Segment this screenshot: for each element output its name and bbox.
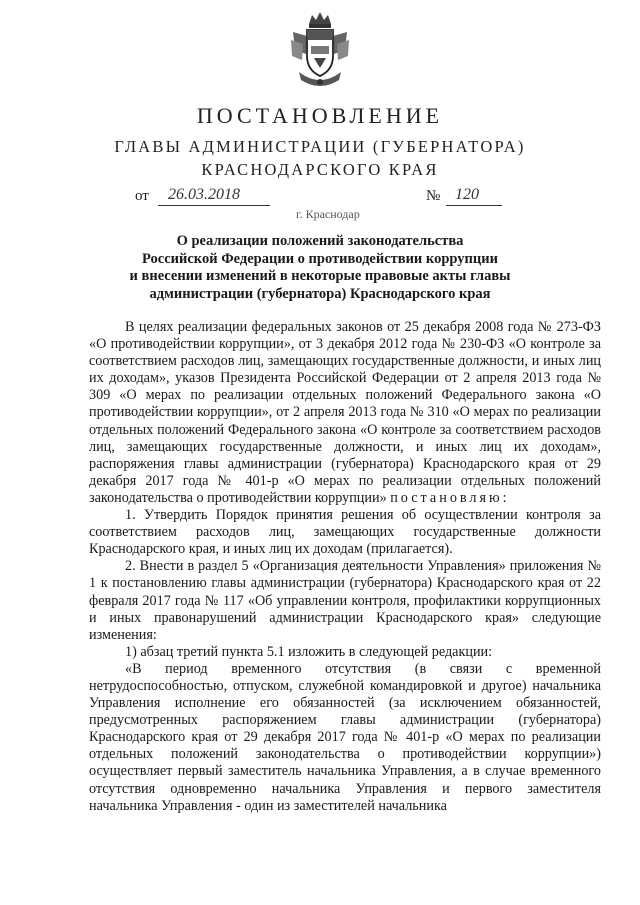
number-label: №: [426, 188, 441, 204]
title-line-3: и внесении изменений в некоторые правовые акты главы: [129, 268, 511, 284]
date-underline: [158, 205, 270, 206]
document-body: [89, 319, 601, 815]
resolve-word: постановляю:: [390, 489, 510, 506]
document-date: 26.03.2018: [168, 186, 240, 203]
title-line-2: Российской Федерации о противодействии коррупции: [142, 250, 498, 267]
coat-of-arms-icon: [289, 10, 351, 90]
paragraph-2-item-1: 1) абзац третий пункта 5.1 изложить в следующей редакции:: [125, 643, 493, 660]
paragraph-quoted-text: «В период временного отсутствия (в связи с временной нетрудоспособностью, отпуском, служебной командировкой и другое) начальника Управления исполнение его обязанностей (за исключением обязанностей, предусмотренных распоряжением главы администрации (губернатора) Краснодарского края от 29 декабря 2017 года № 401-р «О мерах по реализации отдельных положений законодательства о противодействии коррупции») осуществляет первый заместитель начальника Управления, а в случае временного отсутствия одновременно начальника Управления и первого заместителя начальника Управления - один из заместителей начальника: [89, 660, 601, 814]
issuer-line-2: КРАСНОДАРСКОГО КРАЯ: [201, 160, 439, 179]
preamble-text: В целях реализации федеральных законов от 25 декабря 2008 года № 273-ФЗ «О противодействии коррупции», от 3 декабря 2012 года № 230-ФЗ «О контроле за соответствием расходов лиц, замещающих государственные должности, и иных лиц их доходам», указов Президента Российской Федерации от 2 апреля 2013 года № 309 «О мерах по реализации отдельных положений Федерального закона «О противодействии коррупции», от 2 апреля 2013 года № 310 «О мерах по реализации отдельных положений Федерального закона «О контроле за соответствием расходов лиц, замещающих государственные должности, и иных лиц их доходам», распоряжения главы администрации (губернатора) Краснодарского края от 29 декабря 2017 года № 401-р «О мерах по реализации отдельных положений законодательства о противодействии коррупции»: [89, 319, 601, 506]
city: г. Краснодар: [296, 207, 360, 221]
date-label: от: [135, 188, 149, 204]
number-underline: [446, 205, 502, 206]
title-line-4: администрации (губернатора) Краснодарского края: [149, 285, 491, 302]
preamble-paragraph: [89, 319, 601, 507]
document-number: 120: [455, 186, 479, 203]
issuer-line-1: ГЛАВЫ АДМИНИСТРАЦИИ (ГУБЕРНАТОРА): [114, 137, 526, 156]
paragraph-2: 2. Внести в раздел 5 «Организация деятельности Управления» приложения № 1 к постановлению главы администрации (губернатора) Краснодарского края от 22 февраля 2017 года № 117 «Об управлении контроля, профилактики коррупционных и иных правонарушений администрации Краснодарского края» следующие изменения:: [89, 558, 601, 643]
document-type: ПОСТАНОВЛЕНИЕ: [196, 103, 444, 128]
paragraph-1: 1. Утвердить Порядок принятия решения об осуществлении контроля за соответствием расходов лиц, замещающих государственные должности Краснодарского края, и иных лиц их доходам (прилагается).: [89, 507, 601, 558]
title-line-1: О реализации положений законодательства: [176, 233, 464, 249]
coat-of-arms-emblem: [289, 10, 351, 90]
document-title: [0, 233, 640, 303]
